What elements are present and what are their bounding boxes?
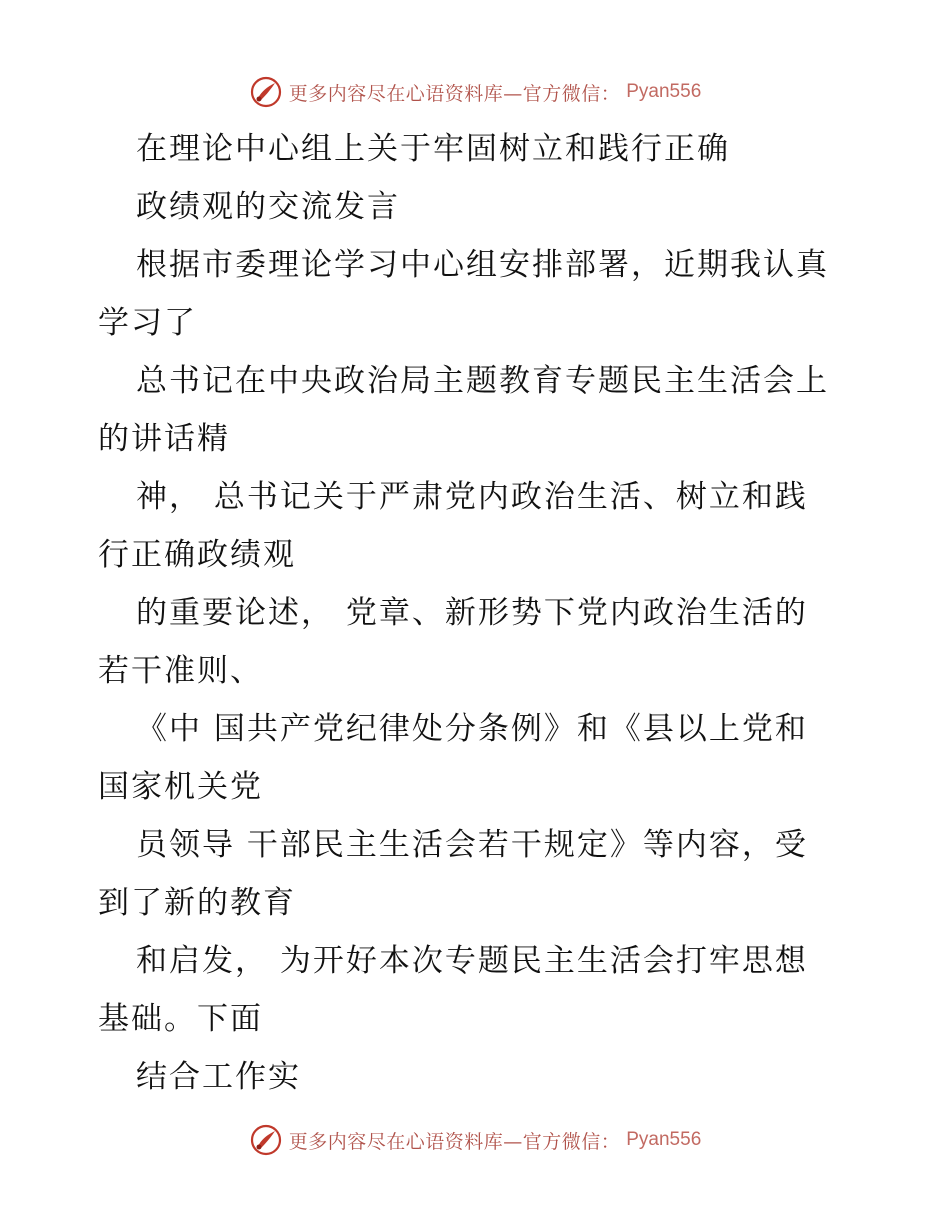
text-line: 员领导 干部民主生活会若干规定》等内容，受 [136, 827, 808, 863]
text-line: 到了新的教育 [98, 885, 296, 921]
watermark-text: 更多内容尽在心语资料库—官方微信： [288, 1130, 621, 1153]
watermark-text: 更多内容尽在心语资料库—官方微信： [288, 82, 621, 105]
body-text [98, 120, 858, 1106]
text-line: 国家机关党 [98, 769, 263, 805]
watermark-wechat-id: Pyan556 [626, 1129, 702, 1150]
header-watermark [0, 72, 950, 112]
text-line: 若干准则、 [98, 653, 263, 689]
text-line: 的重要论述， 党章、新形势下党内政治生活的 [136, 595, 808, 631]
text-line: 神， 总书记关于严肃党内政治生活、树立和践 [136, 479, 808, 515]
text-line: 政绩观的交流发言 [136, 189, 400, 225]
brush-logo-icon [249, 1123, 283, 1157]
watermark-wechat-id: Pyan556 [626, 81, 702, 102]
text-line: 学习了 [98, 305, 197, 341]
text-line: 的讲话精 [98, 421, 230, 457]
text-line: 总书记在中央政治局主题教育专题民主生活会上 [136, 363, 829, 399]
text-line: 在理论中心组上关于牢固树立和践行正确 [136, 131, 730, 167]
text-line: 根据市委理论学习中心组安排部署，近期我认真 [136, 247, 829, 283]
text-line: 行正确政绩观 [98, 537, 296, 573]
text-line: 结合工作实 [136, 1059, 301, 1095]
text-line: 《中 国共产党纪律处分条例》和《县以上党和 [136, 711, 808, 747]
brush-logo-icon [249, 75, 283, 109]
text-line: 基础。下面 [98, 1001, 263, 1037]
footer-watermark [0, 1120, 950, 1160]
text-line: 和启发， 为开好本次专题民主生活会打牢思想 [136, 943, 808, 979]
